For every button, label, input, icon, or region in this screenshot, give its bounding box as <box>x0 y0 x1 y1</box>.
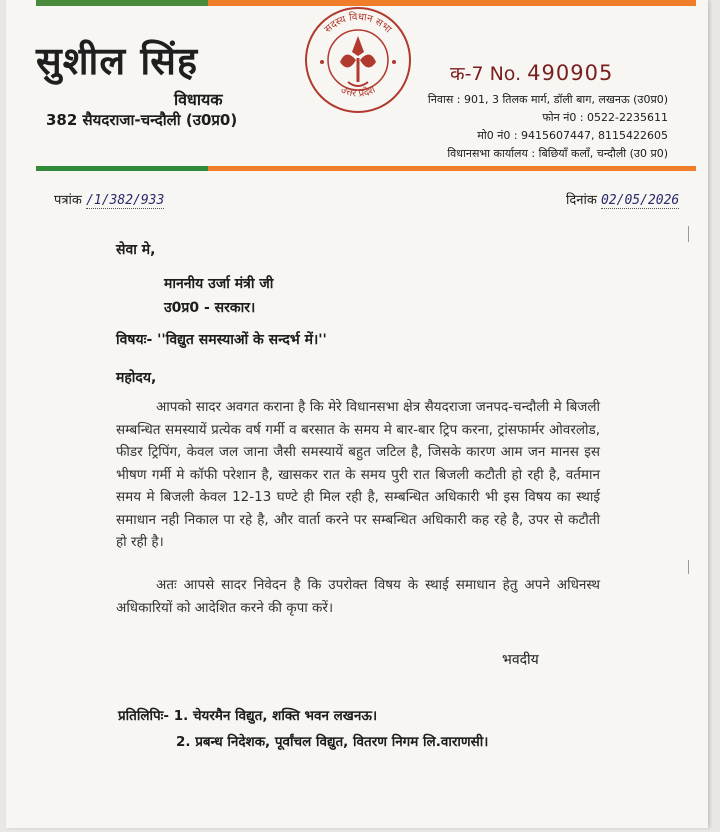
phone-number: फोन नं0 : 0522-2235611 <box>542 111 668 124</box>
date-label: दिनांक <box>566 193 597 208</box>
reg-prefix: क-7 No. <box>450 63 522 85</box>
assembly-seal-icon <box>302 4 414 116</box>
letter-date <box>566 190 679 208</box>
recipient-line-1: माननीय उर्जा मंत्री जी <box>164 276 274 292</box>
residence-address: निवास : 901, 3 तिलक मार्ग, डॉली बाग, लखनऊ (उ0प्र0) <box>427 93 668 106</box>
greeting: महोदय, <box>116 370 157 386</box>
letter-page <box>6 0 708 828</box>
subject-line: विषयः- ''विद्युत समस्याओं के सन्दर्भ में।'' <box>116 332 327 348</box>
copy-to-line-2: 2. प्रबन्ध निदेशक, पूर्वांचल विद्युत, वितरण निगम लि.वाराणसी। <box>176 734 489 750</box>
closing: भवदीय <box>502 652 539 668</box>
salutation: सेवा मे, <box>116 242 156 258</box>
seal-bottom-text: उत्तर प्रदेश <box>338 84 378 100</box>
margin-mark <box>688 560 689 574</box>
header-divider-band <box>36 166 696 171</box>
body-paragraph-1: आपको सादर अवगत कराना है कि मेरे विधानसभा क्षेत्र सैयदराजा जनपद-चन्दौली मे बिजली सम्बन्धित समस्यायें प्रत्येक वर्ष गर्मी व बरसात के समय मे बार-बार ट्रिप करना, ट्रांसफार्मर ओवरलोड, फीडर ट्रिपिंग, केवल जल जाना जैसी समस्यायें बहुत जटिल है, जिसके कारण आम जन मानस इस भीषण गर्मी मे कॉफी परेशान है, खासकर रात के समय पुरी रात बिजली कटौती हो रही है, वर्तमान समय मे बिजली केवल 12-13 घण्टे ही मिल रही है, सम्बन्धित अधिकारी भी इस विषय का स्थाई समाधान नही निकाल पा रहे है, और वार्ता करने पर सम्बन्धित अधिकारी कह रहे है, उपर से कटौती हो रही है। <box>116 399 600 550</box>
mla-name: सुशील सिंह <box>36 39 199 83</box>
mobile-number: मो0 नं0 : 9415607447, 8115422605 <box>477 129 668 142</box>
seal-top-text: सदस्य विधान सभा <box>322 11 394 36</box>
reference-number <box>54 190 164 208</box>
reference-label: पत्रांक <box>54 193 82 208</box>
body-paragraph-2: अतः आपसे सादर निवेदन है कि उपरोक्त विषय के स्थाई समाधान हेतु अपने अधिनस्थ अधिकारियों को आदेशित करने की कृपा करें। <box>116 577 600 616</box>
registration-number <box>450 60 613 86</box>
copy-to-line-1: प्रतिलिपिः- 1. चेयरमैन विद्युत, शक्ति भवन लखनऊ। <box>118 708 378 724</box>
recipient-line-2: उ0प्र0 - सरकार। <box>164 300 256 316</box>
margin-mark <box>688 226 689 242</box>
date-value: 02/05/2026 <box>600 193 680 208</box>
reg-number-value: 490905 <box>527 61 614 85</box>
designation: विधायक <box>174 90 223 109</box>
reference-value: /1/382/933 <box>86 193 165 208</box>
office-address: विधानसभा कार्यालय : बिछियाँ कलाँ, चन्दौली (उ0 प्र0) <box>447 147 668 160</box>
constituency: 382 सैयदराजा-चन्दौली (उ0प्र0) <box>46 111 238 129</box>
